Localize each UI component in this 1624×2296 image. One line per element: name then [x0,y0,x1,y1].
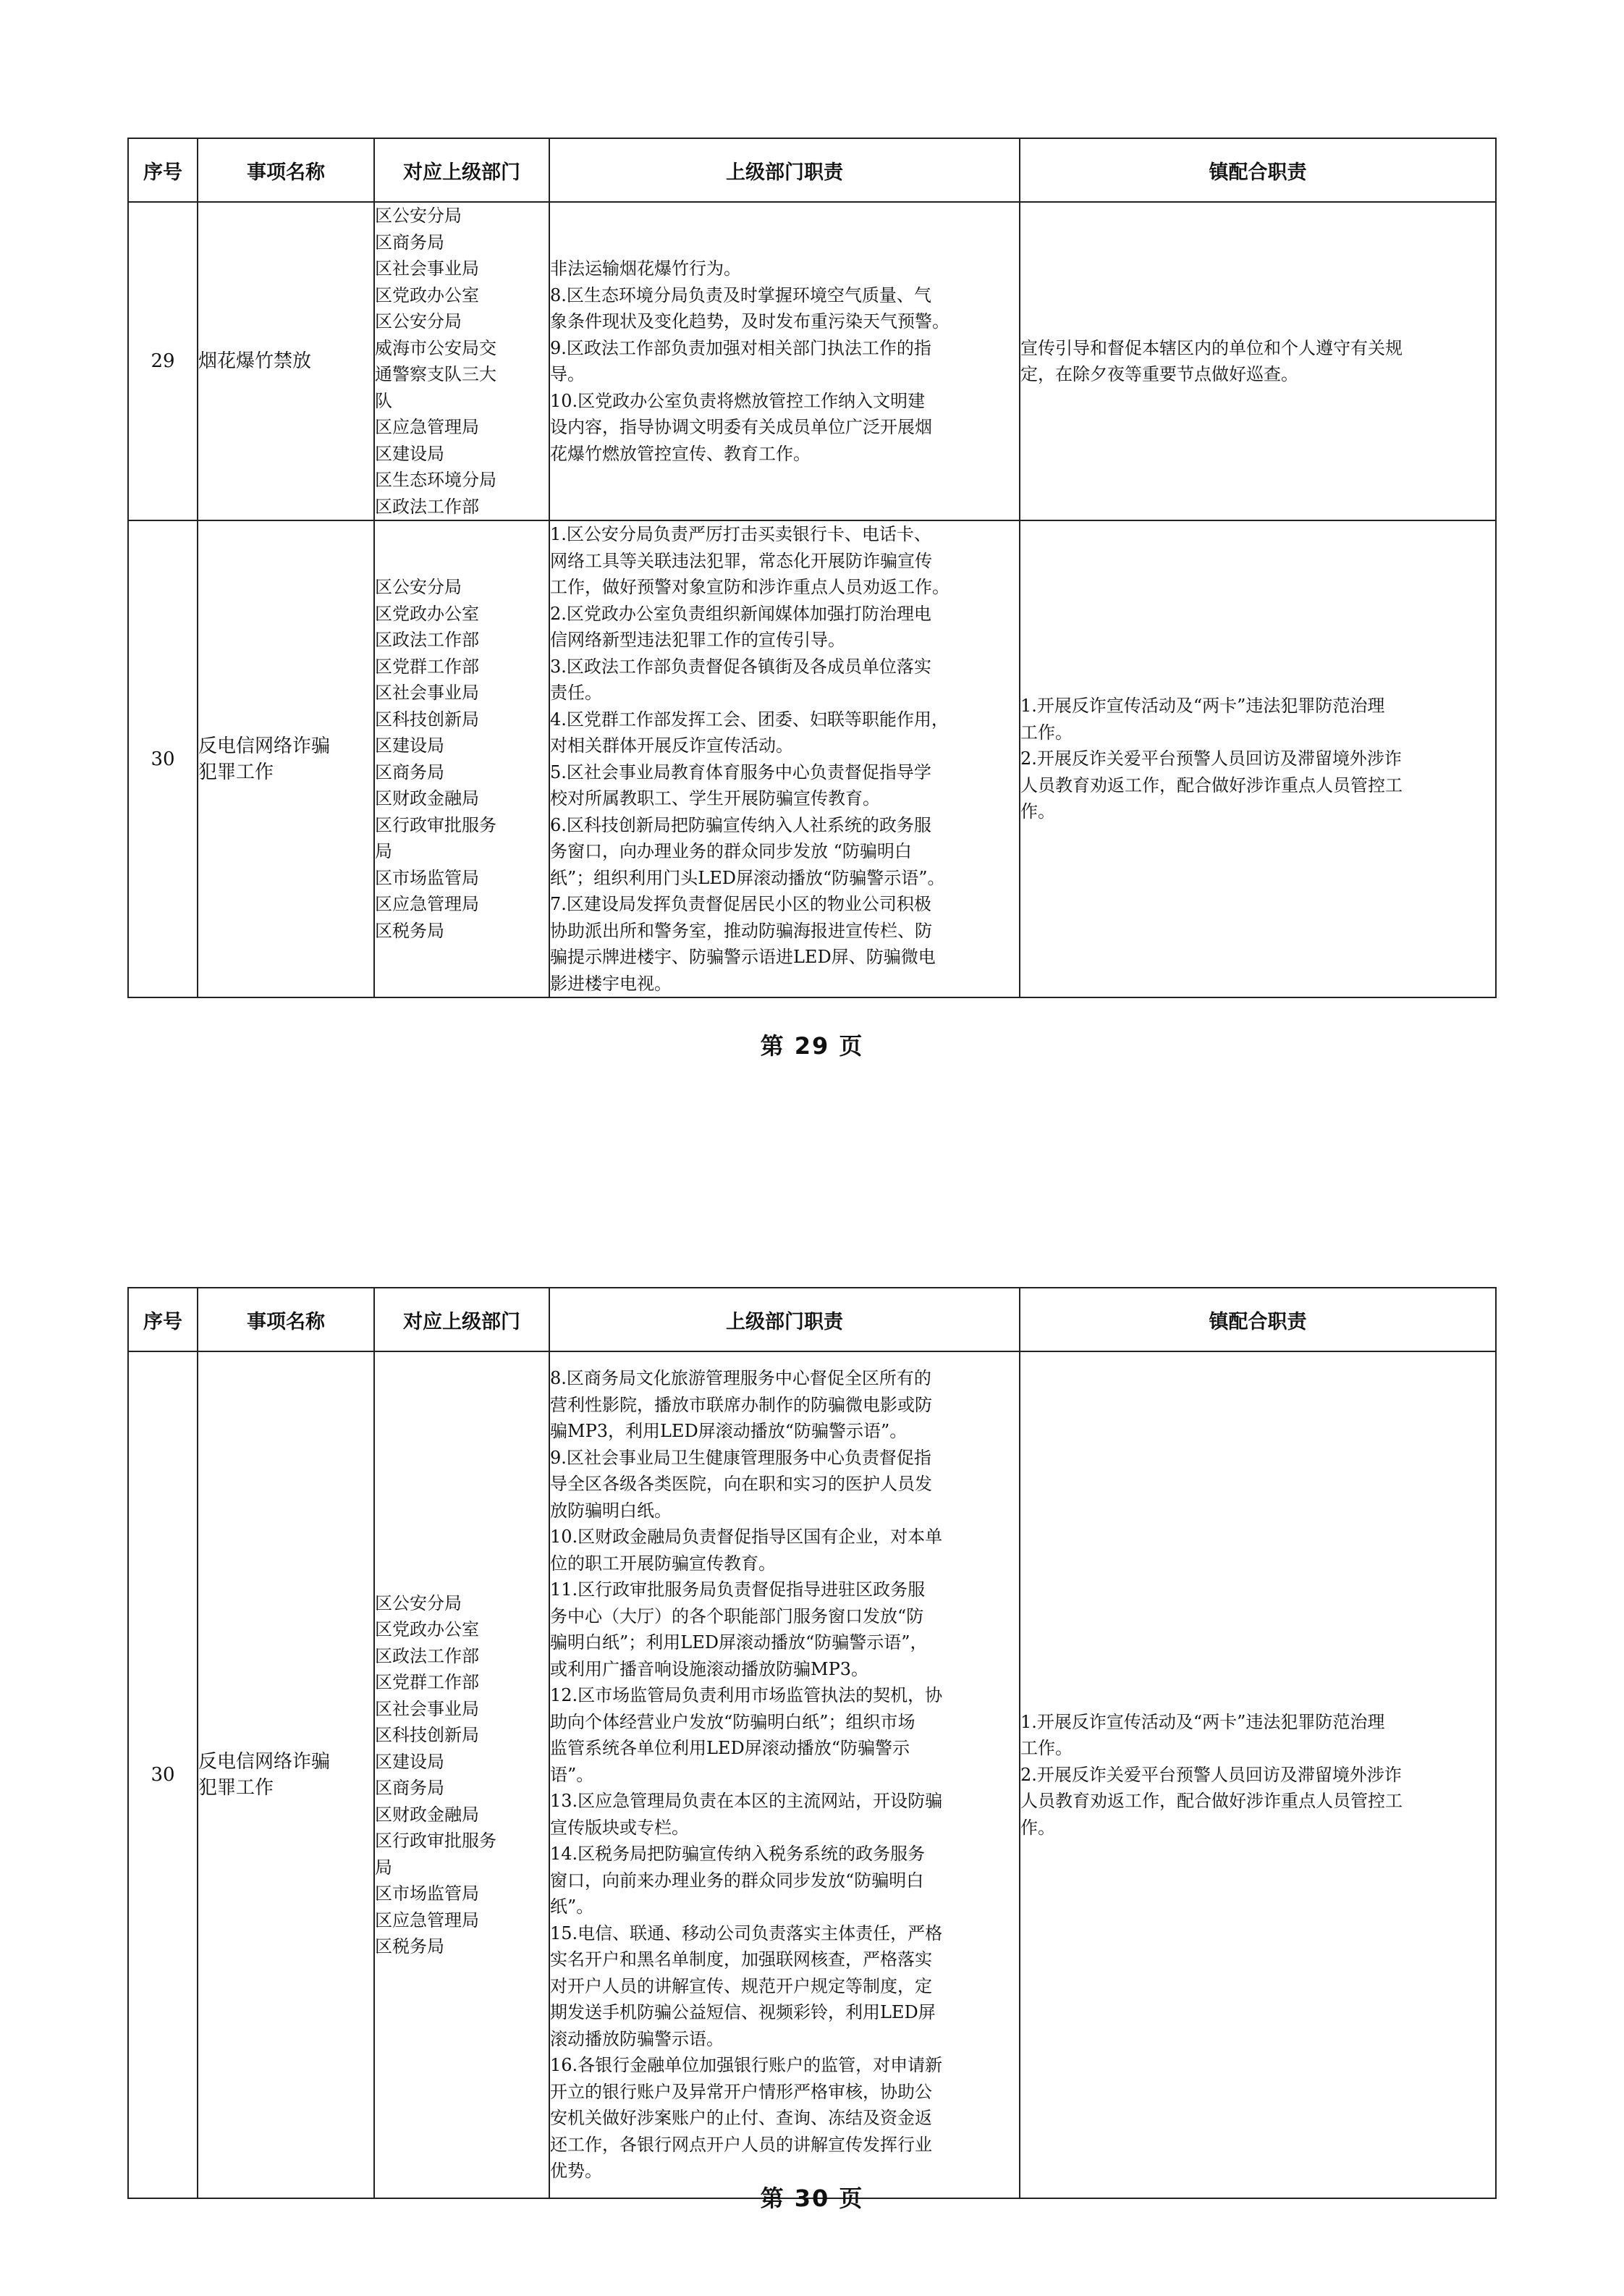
item-name-cell [198,520,374,997]
table-header-row [128,1288,1496,1351]
text-line: 10.区财政金融局负责督促指导区国有企业，对本单 [550,1527,943,1548]
text-line: 非法运输烟花爆竹行为。 [550,258,741,279]
text-line: 滚动播放防骗警示语。 [550,2028,724,2049]
page-30 [0,1148,1624,2296]
text-line: 宣传版块或专栏。 [550,1817,689,1838]
text-line: 定，在除夕夜等重要节点做好巡查。 [1020,364,1298,384]
text-line: 区行政审批服务 [375,814,496,835]
text-line: 15.电信、联通、移动公司负责落实主体责任，严格 [550,1923,943,1943]
department-list-cell [374,1351,549,2198]
text-line: 象条件现状及变化趋势，及时发布重污染天气预警。 [550,311,950,332]
text-line: 区社会事业局 [375,683,479,703]
text-line: 区科技创新局 [375,709,479,730]
text-line: 设内容，指导协调文明委有关成员单位广泛开展烟 [550,417,932,437]
duty-table [127,138,1497,998]
text-line: 监管系统各单位利用LED屏滚动播放“防骗警示 [550,1738,910,1759]
text-line: 7.区建设局发挥负责督促居民小区的物业公司积极 [550,894,931,914]
text-line: 工作。 [1020,1738,1073,1759]
text-line: 区财政金融局 [375,1804,479,1825]
text-line: 14.区税务局把防骗宣传纳入税务系统的政务服务 [550,1844,926,1865]
text-line: 局 [375,1857,392,1878]
text-line: 2.开展反诈关爱平台预警人员回访及滞留境外涉诈 [1020,748,1402,769]
text-line: 12.区市场监管局负责利用市场监管执法的契机，协 [550,1685,943,1706]
text-line: 责任。 [550,683,602,703]
text-line: 6.区科技创新局把防骗宣传纳入人社系统的政务服 [550,814,931,835]
text-line: 期发送手机防骗公益短信、视频彩铃，利用LED屏 [550,2002,936,2023]
text-line: 还工作，各银行网点开户人员的讲解宣传发挥行业 [550,2134,932,2155]
text-line: 威海市公安局交 [375,337,496,358]
text-line: 导。 [550,364,585,384]
text-line: 3.区政法工作部负责督促各镇街及各成员单位落实 [550,656,931,677]
town-duty-cell [1020,520,1496,997]
text-line: 骗明白纸”；利用LED屏滚动播放“防骗警示语”， [550,1632,928,1653]
text-line: 影进楼宇电视。 [550,973,672,994]
text-line: 助向个体经营业户发放“防骗明白纸”；组织市场 [550,1711,915,1732]
superior-duty-cell [549,1351,1020,2198]
text-line: 区商务局 [375,761,444,782]
header-index: 序号 [128,138,198,202]
text-line: 8.区商务局文化旅游管理服务中心督促全区所有的 [550,1368,931,1389]
text-line: 区社会事业局 [375,1698,479,1719]
text-line: 安机关做好涉案账户的止付、查询、冻结及资金返 [550,2108,932,2129]
text-line: 区政法工作部 [375,1645,479,1666]
row-index: 30 [128,1351,198,2198]
text-line: 区党政办公室 [375,1619,479,1639]
text-line: 区公安分局 [375,206,462,226]
text-line: 5.区社会事业局教育体育服务中心负责督促指导学 [550,761,931,782]
text-line: 务中心（大厅）的各个职能部门服务窗口发放“防 [550,1605,924,1626]
text-line: 区商务局 [375,232,444,253]
text-line: 营利性影院，播放市联席办制作的防骗微电影或防 [550,1394,932,1415]
town-duty-cell [1020,1351,1496,2198]
text-line: 人员教育劝返工作，配合做好涉诈重点人员管控工 [1020,1791,1403,1812]
duty-table [127,1287,1497,2199]
text-line: 开立的银行账户及异常开户情形严格审核，协助公 [550,2081,932,2102]
text-line: 2.开展反诈关爱平台预警人员回访及滞留境外涉诈 [1020,1764,1402,1785]
text-line: 区应急管理局 [375,894,479,914]
text-line: 1.开展反诈宣传活动及“两卡”违法犯罪防范治理 [1020,696,1385,717]
row-index: 30 [128,520,198,997]
superior-duty-cell [549,520,1020,997]
text-line: 9.区政法工作部负责加强对相关部门执法工作的指 [550,337,931,358]
town-duty-cell [1020,202,1496,520]
text-line: 区政法工作部 [375,496,479,517]
text-line: 工作，做好预警对象宣防和涉诈重点人员劝返工作。 [550,577,950,597]
text-line: 骗MP3，利用LED屏滚动播放“防骗警示语”。 [550,1421,908,1442]
text-line: 区税务局 [375,1936,444,1957]
text-line: 实名开户和黑名单制度，加强联网核查，严格落实 [550,1949,932,1970]
text-line: 队 [375,390,392,411]
text-line: 语”。 [550,1764,594,1785]
text-line: 放防骗明白纸。 [550,1500,672,1521]
text-line: 纸”；组织利用门头LED屏滚动播放“防骗警示语”。 [550,867,945,888]
table-row [128,202,1496,520]
text-line: 区行政审批服务 [375,1831,496,1851]
text-line: 烟花爆竹禁放 [198,350,312,372]
text-line: 16.各银行金融单位加强银行账户的监管，对申请新 [550,2055,943,2076]
text-line: 区党群工作部 [375,1672,479,1692]
text-line: 区公安分局 [375,577,462,597]
text-line: 1.区公安分局负责严厉打击买卖银行卡、电话卡、 [550,524,931,544]
text-line: 8.区生态环境分局负责及时掌握环境空气质量、气 [550,284,931,305]
text-line: 局 [375,841,392,861]
text-line: 网络工具等关联违法犯罪，常态化开展防诈骗宣传 [550,550,932,571]
text-line: 9.区社会事业局卫生健康管理服务中心负责督促指 [550,1447,931,1468]
header-superior-duty: 上级部门职责 [549,1288,1020,1351]
text-line: 通警察支队三大 [375,364,496,384]
text-line: 骗提示牌进楼宇、防骗警示语进LED屏、防骗微电 [550,947,936,967]
text-line: 区建设局 [375,443,444,464]
text-line: 区公安分局 [375,311,462,332]
text-line: 1.开展反诈宣传活动及“两卡”违法犯罪防范治理 [1020,1711,1385,1732]
text-line: 宣传引导和督促本辖区内的单位和个人遵守有关规 [1020,337,1403,358]
text-line: 对开户人员的讲解宣传、规范开户规定等制度，定 [550,1975,932,1996]
text-line: 13.区应急管理局负责在本区的主流网站，开设防骗 [550,1791,943,1812]
page-number: 第 30 页 [760,2185,864,2212]
department-list-cell [374,202,549,520]
text-line: 区建设局 [375,735,444,756]
header-department: 对应上级部门 [374,1288,549,1351]
department-list-cell [374,520,549,997]
header-item-name: 事项名称 [198,1288,374,1351]
text-line: 区生态环境分局 [375,470,496,490]
text-line: 区应急管理局 [375,1909,479,1930]
text-line: 校对所属教职工、学生开展防骗宣传教育。 [550,788,880,809]
text-line: 作。 [1020,801,1055,822]
text-line: 位的职工开展防骗宣传教育。 [550,1553,776,1574]
text-line: 10.区党政办公室负责将燃放管控工作纳入文明建 [550,390,926,411]
header-town-duty: 镇配合职责 [1020,1288,1496,1351]
table-header-row [128,138,1496,202]
text-line: 对相关群体开展反诈宣传活动。 [550,735,793,756]
text-line: 纸”。 [550,1896,594,1917]
text-line: 区政法工作部 [375,630,479,650]
text-line: 反电信网络诈骗 [198,735,331,757]
text-line: 窗口，向前来办理业务的群众同步发放“防骗明白 [550,1870,924,1891]
header-item-name: 事项名称 [198,138,374,202]
text-line: 信网络新型违法犯罪工作的宣传引导。 [550,630,845,650]
text-line: 区商务局 [375,1778,444,1798]
text-line: 区党群工作部 [375,656,479,677]
text-line: 区党政办公室 [375,284,479,305]
table-row [128,520,1496,997]
text-line: 反电信网络诈骗 [198,1751,331,1773]
row-index: 29 [128,202,198,520]
text-line: 区市场监管局 [375,867,479,888]
text-line: 务窗口，向办理业务的群众同步发放 “防骗明白 [550,841,912,861]
item-name-cell [198,1351,374,2198]
text-line: 11.区行政审批服务局负责督促指导进驻区政务服 [550,1579,926,1600]
text-line: 区科技创新局 [375,1725,479,1745]
text-line: 花爆竹燃放管控宣传、教育工作。 [550,443,811,464]
text-line: 作。 [1020,1817,1055,1838]
text-line: 区市场监管局 [375,1883,479,1904]
text-line: 区应急管理局 [375,417,479,437]
text-line: 区建设局 [375,1751,444,1772]
text-line: 4.区党群工作部发挥工会、团委、妇联等职能作用， [550,709,949,730]
text-line: 2.区党政办公室负责组织新闻媒体加强打防治理电 [550,603,931,624]
header-department: 对应上级部门 [374,138,549,202]
text-line: 区社会事业局 [375,258,479,279]
text-line: 导全区各级各类医院，向在职和实习的医护人员发 [550,1474,932,1495]
header-town-duty: 镇配合职责 [1020,138,1496,202]
item-name-cell [198,202,374,520]
text-line: 区税务局 [375,920,444,941]
text-line: 人员教育劝返工作，配合做好涉诈重点人员管控工 [1020,775,1403,795]
text-line: 协助派出所和警务室，推动防骗海报进宣传栏、防 [550,920,932,941]
text-line: 犯罪工作 [198,761,274,783]
text-line: 或利用广播音响设施滚动播放防骗MP3。 [550,1658,868,1679]
table-row [128,1351,1496,2198]
header-index: 序号 [128,1288,198,1351]
text-line: 工作。 [1020,722,1073,743]
text-line: 优势。 [550,2161,602,2182]
page-number: 第 29 页 [760,1032,864,1060]
text-line: 区财政金融局 [375,788,479,809]
text-line: 犯罪工作 [198,1777,274,1799]
header-superior-duty: 上级部门职责 [549,138,1020,202]
text-line: 区党政办公室 [375,603,479,624]
superior-duty-cell [549,202,1020,520]
text-line: 区公安分局 [375,1592,462,1613]
